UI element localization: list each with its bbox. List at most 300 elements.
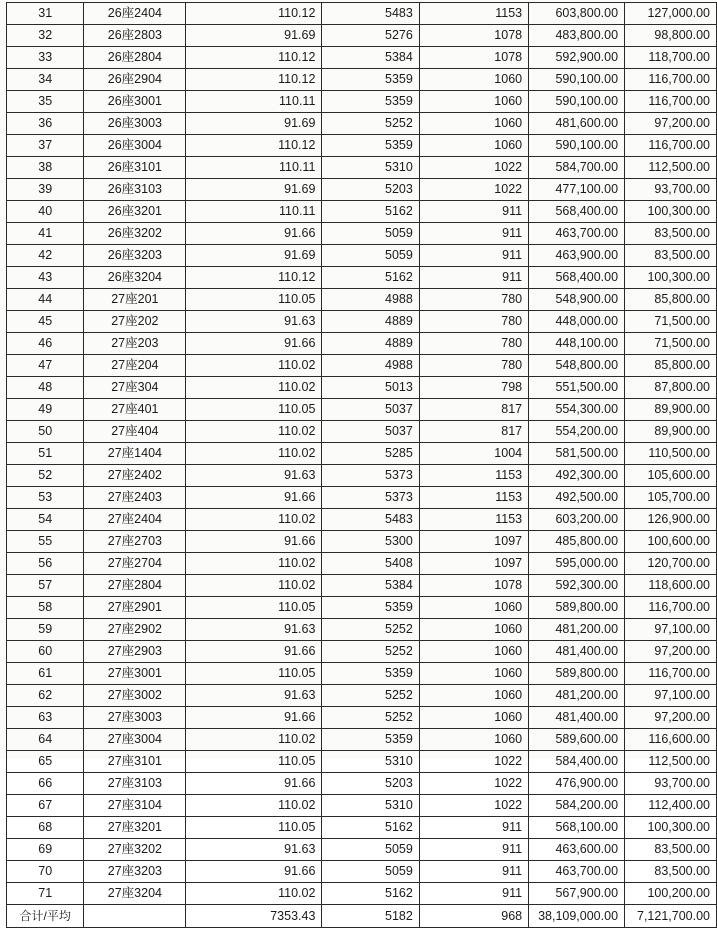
difference-amount-cell: 83,500.00 bbox=[625, 245, 717, 267]
difference-amount-cell: 98,800.00 bbox=[625, 25, 717, 47]
room-id-cell: 27座401 bbox=[84, 399, 186, 421]
unit-price-cell: 4988 bbox=[322, 289, 419, 311]
total-price-cell: 568,100.00 bbox=[529, 817, 625, 839]
table-row bbox=[7, 729, 717, 751]
table-row bbox=[7, 553, 717, 575]
room-id-cell: 26座3204 bbox=[84, 267, 186, 289]
difference-amount-cell: 83,500.00 bbox=[625, 861, 717, 883]
unit-price-cell: 5359 bbox=[322, 135, 419, 157]
table-row bbox=[7, 377, 717, 399]
unit-price-cell: 5252 bbox=[322, 641, 419, 663]
area-cell: 91.66 bbox=[186, 773, 322, 795]
row-number-cell: 40 bbox=[7, 201, 84, 223]
row-number-cell: 49 bbox=[7, 399, 84, 421]
unit-price-cell: 5037 bbox=[322, 421, 419, 443]
area-cell: 91.69 bbox=[186, 113, 322, 135]
room-id-cell: 27座3202 bbox=[84, 839, 186, 861]
diff-value-cell: 1004 bbox=[419, 443, 528, 465]
area-cell: 110.02 bbox=[186, 377, 322, 399]
area-cell: 110.02 bbox=[186, 575, 322, 597]
table-row bbox=[7, 333, 717, 355]
diff-value-cell: 1060 bbox=[419, 619, 528, 641]
room-id-cell: 27座304 bbox=[84, 377, 186, 399]
difference-amount-cell: 87,800.00 bbox=[625, 377, 717, 399]
row-number-cell: 64 bbox=[7, 729, 84, 751]
room-id-cell: 27座3204 bbox=[84, 883, 186, 905]
difference-amount-cell: 112,400.00 bbox=[625, 795, 717, 817]
room-id-cell: 27座2402 bbox=[84, 465, 186, 487]
area-cell: 110.05 bbox=[186, 663, 322, 685]
table-row bbox=[7, 3, 717, 25]
total-price-cell: 463,700.00 bbox=[529, 861, 625, 883]
area-cell: 91.63 bbox=[186, 839, 322, 861]
difference-amount-cell: 112,500.00 bbox=[625, 157, 717, 179]
diff-value-cell: 911 bbox=[419, 245, 528, 267]
room-id-cell: 27座203 bbox=[84, 333, 186, 355]
difference-amount-cell: 116,700.00 bbox=[625, 597, 717, 619]
room-id-cell: 26座2804 bbox=[84, 47, 186, 69]
unit-price-cell: 5310 bbox=[322, 157, 419, 179]
row-number-cell: 59 bbox=[7, 619, 84, 641]
difference-amount-cell: 116,700.00 bbox=[625, 91, 717, 113]
unit-price-cell: 4889 bbox=[322, 333, 419, 355]
unit-price-cell: 5252 bbox=[322, 707, 419, 729]
diff-value-cell: 780 bbox=[419, 355, 528, 377]
total-price-cell: 603,800.00 bbox=[529, 3, 625, 25]
area-cell: 110.02 bbox=[186, 355, 322, 377]
area-cell: 91.66 bbox=[186, 333, 322, 355]
area-cell: 110.11 bbox=[186, 201, 322, 223]
room-id-cell: 27座3003 bbox=[84, 707, 186, 729]
row-number-cell: 39 bbox=[7, 179, 84, 201]
difference-amount-cell: 118,600.00 bbox=[625, 575, 717, 597]
difference-amount-cell: 93,700.00 bbox=[625, 179, 717, 201]
total-price-cell: 477,100.00 bbox=[529, 179, 625, 201]
row-number-cell: 35 bbox=[7, 91, 84, 113]
room-id-cell: 26座3202 bbox=[84, 223, 186, 245]
total-price-cell: 592,900.00 bbox=[529, 47, 625, 69]
area-cell: 91.66 bbox=[186, 861, 322, 883]
unit-price-cell: 5359 bbox=[322, 91, 419, 113]
diff-value-cell: 817 bbox=[419, 399, 528, 421]
table-row bbox=[7, 685, 717, 707]
total-price-cell: 589,800.00 bbox=[529, 597, 625, 619]
area-cell: 110.12 bbox=[186, 267, 322, 289]
unit-price-cell: 5162 bbox=[322, 201, 419, 223]
total-price-cell: 554,300.00 bbox=[529, 399, 625, 421]
difference-amount-cell: 85,800.00 bbox=[625, 289, 717, 311]
area-cell: 110.05 bbox=[186, 597, 322, 619]
room-id-cell: 27座404 bbox=[84, 421, 186, 443]
room-id-cell: 27座3203 bbox=[84, 861, 186, 883]
unit-price-cell: 5059 bbox=[322, 861, 419, 883]
total-price-cell: 584,200.00 bbox=[529, 795, 625, 817]
difference-amount-cell: 97,200.00 bbox=[625, 113, 717, 135]
total-price-cell: 589,600.00 bbox=[529, 729, 625, 751]
diff-value-cell: 1097 bbox=[419, 531, 528, 553]
table-row bbox=[7, 91, 717, 113]
total-price-cell: 492,500.00 bbox=[529, 487, 625, 509]
total-price-cell: 463,600.00 bbox=[529, 839, 625, 861]
row-number-cell: 48 bbox=[7, 377, 84, 399]
row-number-cell: 43 bbox=[7, 267, 84, 289]
total-price-cell: 463,900.00 bbox=[529, 245, 625, 267]
table-row bbox=[7, 663, 717, 685]
table-row bbox=[7, 245, 717, 267]
diff-value-cell: 1022 bbox=[419, 179, 528, 201]
difference-amount-cell: 100,300.00 bbox=[625, 267, 717, 289]
row-number-cell: 69 bbox=[7, 839, 84, 861]
row-number-cell: 31 bbox=[7, 3, 84, 25]
total-price-cell: 589,800.00 bbox=[529, 663, 625, 685]
total-price-cell: 485,800.00 bbox=[529, 531, 625, 553]
row-number-cell: 32 bbox=[7, 25, 84, 47]
total-price-cell: 492,300.00 bbox=[529, 465, 625, 487]
diff-value-cell: 911 bbox=[419, 861, 528, 883]
area-cell: 91.63 bbox=[186, 465, 322, 487]
diff-value-cell: 911 bbox=[419, 223, 528, 245]
unit-price-cell: 5310 bbox=[322, 795, 419, 817]
difference-amount-cell: 112,500.00 bbox=[625, 751, 717, 773]
room-id-cell: 27座3201 bbox=[84, 817, 186, 839]
unit-price-cell: 5162 bbox=[322, 267, 419, 289]
diff-value-cell: 780 bbox=[419, 289, 528, 311]
total-price-cell: 551,500.00 bbox=[529, 377, 625, 399]
total-price-cell: 581,500.00 bbox=[529, 443, 625, 465]
unit-price-cell: 5059 bbox=[322, 245, 419, 267]
diff-value-cell: 911 bbox=[419, 839, 528, 861]
diff-value-cell: 1060 bbox=[419, 641, 528, 663]
difference-amount-cell: 110,500.00 bbox=[625, 443, 717, 465]
diff-value-cell: 1060 bbox=[419, 113, 528, 135]
total-row bbox=[7, 905, 717, 928]
total-price-cell: 548,900.00 bbox=[529, 289, 625, 311]
area-cell: 110.02 bbox=[186, 883, 322, 905]
row-number-cell: 45 bbox=[7, 311, 84, 333]
total-price-cell: 590,100.00 bbox=[529, 69, 625, 91]
table-row bbox=[7, 311, 717, 333]
unit-price-cell: 5359 bbox=[322, 663, 419, 685]
total-price-cell: 592,300.00 bbox=[529, 575, 625, 597]
diff-value-cell: 1097 bbox=[419, 553, 528, 575]
row-number-cell: 65 bbox=[7, 751, 84, 773]
diff-value-cell: 1060 bbox=[419, 597, 528, 619]
room-id-cell: 26座2803 bbox=[84, 25, 186, 47]
total-price-cell: 590,100.00 bbox=[529, 135, 625, 157]
area-cell: 110.11 bbox=[186, 91, 322, 113]
unit-price-cell: 5373 bbox=[322, 465, 419, 487]
total-price-cell: 481,200.00 bbox=[529, 619, 625, 641]
total-price-cell: 567,900.00 bbox=[529, 883, 625, 905]
unit-price-cell: 5300 bbox=[322, 531, 419, 553]
total-price-cell: 483,800.00 bbox=[529, 25, 625, 47]
total-price-cell: 448,000.00 bbox=[529, 311, 625, 333]
diff-value-cell: 1153 bbox=[419, 509, 528, 531]
total-price-cell: 481,600.00 bbox=[529, 113, 625, 135]
difference-amount-cell: 97,100.00 bbox=[625, 685, 717, 707]
row-number-cell: 53 bbox=[7, 487, 84, 509]
unit-price-cell: 5384 bbox=[322, 575, 419, 597]
row-number-cell: 63 bbox=[7, 707, 84, 729]
room-id-cell: 27座201 bbox=[84, 289, 186, 311]
difference-amount-cell: 89,900.00 bbox=[625, 399, 717, 421]
unit-price-cell: 5384 bbox=[322, 47, 419, 69]
total-price-cell: 554,200.00 bbox=[529, 421, 625, 443]
table-body bbox=[7, 3, 717, 928]
room-id-cell: 27座3103 bbox=[84, 773, 186, 795]
unit-price-cell: 5203 bbox=[322, 773, 419, 795]
row-number-cell: 55 bbox=[7, 531, 84, 553]
room-id-cell: 27座2902 bbox=[84, 619, 186, 641]
difference-amount-cell: 93,700.00 bbox=[625, 773, 717, 795]
unit-price-cell: 5359 bbox=[322, 69, 419, 91]
row-number-cell: 38 bbox=[7, 157, 84, 179]
diff-value-cell: 1060 bbox=[419, 685, 528, 707]
table-row bbox=[7, 25, 717, 47]
row-number-cell: 41 bbox=[7, 223, 84, 245]
difference-amount-cell: 83,500.00 bbox=[625, 839, 717, 861]
difference-amount-cell: 100,600.00 bbox=[625, 531, 717, 553]
unit-price-cell: 5037 bbox=[322, 399, 419, 421]
room-id-cell: 27座2704 bbox=[84, 553, 186, 575]
row-number-cell: 54 bbox=[7, 509, 84, 531]
table-row bbox=[7, 751, 717, 773]
room-id-cell: 26座3003 bbox=[84, 113, 186, 135]
row-number-cell: 57 bbox=[7, 575, 84, 597]
unit-price-cell: 5252 bbox=[322, 685, 419, 707]
total-price-cell: 481,400.00 bbox=[529, 641, 625, 663]
table-row bbox=[7, 839, 717, 861]
table-row bbox=[7, 817, 717, 839]
row-number-cell: 42 bbox=[7, 245, 84, 267]
table-row bbox=[7, 641, 717, 663]
room-id-cell bbox=[84, 905, 186, 928]
room-id-cell: 26座3004 bbox=[84, 135, 186, 157]
area-cell: 110.05 bbox=[186, 289, 322, 311]
room-id-cell: 27座3004 bbox=[84, 729, 186, 751]
difference-amount-cell: 116,600.00 bbox=[625, 729, 717, 751]
total-price-cell: 568,400.00 bbox=[529, 201, 625, 223]
table-row bbox=[7, 707, 717, 729]
total-price-cell: 568,400.00 bbox=[529, 267, 625, 289]
unit-price-cell: 5373 bbox=[322, 487, 419, 509]
unit-price-cell: 5203 bbox=[322, 179, 419, 201]
unit-price-cell: 5310 bbox=[322, 751, 419, 773]
row-number-cell: 68 bbox=[7, 817, 84, 839]
diff-value-cell: 1060 bbox=[419, 707, 528, 729]
row-number-cell: 71 bbox=[7, 883, 84, 905]
area-cell: 91.69 bbox=[186, 245, 322, 267]
difference-amount-cell: 126,900.00 bbox=[625, 509, 717, 531]
difference-amount-cell: 97,100.00 bbox=[625, 619, 717, 641]
diff-value-cell: 780 bbox=[419, 333, 528, 355]
table-row bbox=[7, 157, 717, 179]
total-price-cell: 603,200.00 bbox=[529, 509, 625, 531]
difference-amount-cell: 120,700.00 bbox=[625, 553, 717, 575]
difference-amount-cell: 105,600.00 bbox=[625, 465, 717, 487]
unit-price-cell: 5059 bbox=[322, 223, 419, 245]
room-id-cell: 27座202 bbox=[84, 311, 186, 333]
row-number-cell: 56 bbox=[7, 553, 84, 575]
area-cell: 91.63 bbox=[186, 685, 322, 707]
difference-amount-cell: 7,121,700.00 bbox=[625, 905, 717, 928]
difference-amount-cell: 71,500.00 bbox=[625, 333, 717, 355]
total-label-cell: 合计/平均 bbox=[7, 905, 84, 928]
room-id-cell: 26座3001 bbox=[84, 91, 186, 113]
diff-value-cell: 1078 bbox=[419, 25, 528, 47]
area-cell: 91.63 bbox=[186, 311, 322, 333]
area-cell: 110.11 bbox=[186, 157, 322, 179]
table-row bbox=[7, 575, 717, 597]
table-row bbox=[7, 443, 717, 465]
difference-amount-cell: 116,700.00 bbox=[625, 135, 717, 157]
difference-amount-cell: 97,200.00 bbox=[625, 641, 717, 663]
unit-price-cell: 5483 bbox=[322, 3, 419, 25]
area-cell: 7353.43 bbox=[186, 905, 322, 928]
data-table bbox=[6, 2, 717, 928]
row-number-cell: 33 bbox=[7, 47, 84, 69]
diff-value-cell: 1153 bbox=[419, 465, 528, 487]
table-row bbox=[7, 135, 717, 157]
row-number-cell: 62 bbox=[7, 685, 84, 707]
table-row bbox=[7, 289, 717, 311]
room-id-cell: 27座2903 bbox=[84, 641, 186, 663]
area-cell: 110.12 bbox=[186, 69, 322, 91]
table-row bbox=[7, 201, 717, 223]
room-id-cell: 27座3001 bbox=[84, 663, 186, 685]
diff-value-cell: 817 bbox=[419, 421, 528, 443]
row-number-cell: 36 bbox=[7, 113, 84, 135]
room-id-cell: 27座2703 bbox=[84, 531, 186, 553]
row-number-cell: 37 bbox=[7, 135, 84, 157]
unit-price-cell: 5013 bbox=[322, 377, 419, 399]
room-id-cell: 27座3002 bbox=[84, 685, 186, 707]
total-price-cell: 584,400.00 bbox=[529, 751, 625, 773]
table-row bbox=[7, 113, 717, 135]
row-number-cell: 58 bbox=[7, 597, 84, 619]
table-row bbox=[7, 223, 717, 245]
room-id-cell: 27座2403 bbox=[84, 487, 186, 509]
unit-price-cell: 5359 bbox=[322, 597, 419, 619]
area-cell: 91.66 bbox=[186, 487, 322, 509]
unit-price-cell: 5285 bbox=[322, 443, 419, 465]
row-number-cell: 34 bbox=[7, 69, 84, 91]
total-price-cell: 463,700.00 bbox=[529, 223, 625, 245]
diff-value-cell: 1022 bbox=[419, 773, 528, 795]
unit-price-cell: 5162 bbox=[322, 817, 419, 839]
unit-price-cell: 5483 bbox=[322, 509, 419, 531]
row-number-cell: 60 bbox=[7, 641, 84, 663]
unit-price-cell: 4988 bbox=[322, 355, 419, 377]
area-cell: 110.05 bbox=[186, 751, 322, 773]
area-cell: 110.02 bbox=[186, 795, 322, 817]
room-id-cell: 26座3101 bbox=[84, 157, 186, 179]
table-row bbox=[7, 619, 717, 641]
diff-value-cell: 1060 bbox=[419, 69, 528, 91]
room-id-cell: 26座3103 bbox=[84, 179, 186, 201]
table-row bbox=[7, 509, 717, 531]
area-cell: 110.12 bbox=[186, 135, 322, 157]
diff-value-cell: 1060 bbox=[419, 135, 528, 157]
area-cell: 110.05 bbox=[186, 399, 322, 421]
difference-amount-cell: 71,500.00 bbox=[625, 311, 717, 333]
row-number-cell: 67 bbox=[7, 795, 84, 817]
diff-value-cell: 1078 bbox=[419, 575, 528, 597]
unit-price-cell: 5162 bbox=[322, 883, 419, 905]
diff-value-cell: 780 bbox=[419, 311, 528, 333]
area-cell: 110.02 bbox=[186, 421, 322, 443]
room-id-cell: 27座2404 bbox=[84, 509, 186, 531]
table-row bbox=[7, 861, 717, 883]
area-cell: 91.69 bbox=[186, 179, 322, 201]
table-row bbox=[7, 399, 717, 421]
room-id-cell: 26座2904 bbox=[84, 69, 186, 91]
table-row bbox=[7, 487, 717, 509]
room-id-cell: 26座3203 bbox=[84, 245, 186, 267]
row-number-cell: 50 bbox=[7, 421, 84, 443]
total-price-cell: 38,109,000.00 bbox=[529, 905, 625, 928]
area-cell: 91.69 bbox=[186, 25, 322, 47]
diff-value-cell: 968 bbox=[419, 905, 528, 928]
total-price-cell: 595,000.00 bbox=[529, 553, 625, 575]
unit-price-cell: 5059 bbox=[322, 839, 419, 861]
table-row bbox=[7, 773, 717, 795]
unit-price-cell: 5276 bbox=[322, 25, 419, 47]
diff-value-cell: 1060 bbox=[419, 729, 528, 751]
unit-price-cell: 5408 bbox=[322, 553, 419, 575]
area-cell: 110.12 bbox=[186, 47, 322, 69]
difference-amount-cell: 116,700.00 bbox=[625, 69, 717, 91]
row-number-cell: 70 bbox=[7, 861, 84, 883]
area-cell: 91.63 bbox=[186, 619, 322, 641]
unit-price-cell: 4889 bbox=[322, 311, 419, 333]
diff-value-cell: 911 bbox=[419, 201, 528, 223]
area-cell: 110.02 bbox=[186, 443, 322, 465]
area-cell: 110.02 bbox=[186, 553, 322, 575]
table-row bbox=[7, 179, 717, 201]
table-row bbox=[7, 69, 717, 91]
table-row bbox=[7, 531, 717, 553]
total-price-cell: 481,200.00 bbox=[529, 685, 625, 707]
difference-amount-cell: 89,900.00 bbox=[625, 421, 717, 443]
area-cell: 91.66 bbox=[186, 707, 322, 729]
total-price-cell: 590,100.00 bbox=[529, 91, 625, 113]
table-row bbox=[7, 267, 717, 289]
row-number-cell: 44 bbox=[7, 289, 84, 311]
area-cell: 110.12 bbox=[186, 3, 322, 25]
total-price-cell: 548,800.00 bbox=[529, 355, 625, 377]
area-cell: 110.02 bbox=[186, 509, 322, 531]
table-row bbox=[7, 47, 717, 69]
difference-amount-cell: 127,000.00 bbox=[625, 3, 717, 25]
area-cell: 91.66 bbox=[186, 531, 322, 553]
row-number-cell: 66 bbox=[7, 773, 84, 795]
total-price-cell: 476,900.00 bbox=[529, 773, 625, 795]
total-price-cell: 448,100.00 bbox=[529, 333, 625, 355]
unit-price-cell: 5182 bbox=[322, 905, 419, 928]
room-id-cell: 27座3101 bbox=[84, 751, 186, 773]
room-id-cell: 26座2404 bbox=[84, 3, 186, 25]
room-id-cell: 27座1404 bbox=[84, 443, 186, 465]
diff-value-cell: 1022 bbox=[419, 157, 528, 179]
row-number-cell: 61 bbox=[7, 663, 84, 685]
row-number-cell: 47 bbox=[7, 355, 84, 377]
area-cell: 91.66 bbox=[186, 223, 322, 245]
diff-value-cell: 1022 bbox=[419, 795, 528, 817]
difference-amount-cell: 85,800.00 bbox=[625, 355, 717, 377]
row-number-cell: 51 bbox=[7, 443, 84, 465]
difference-amount-cell: 97,200.00 bbox=[625, 707, 717, 729]
